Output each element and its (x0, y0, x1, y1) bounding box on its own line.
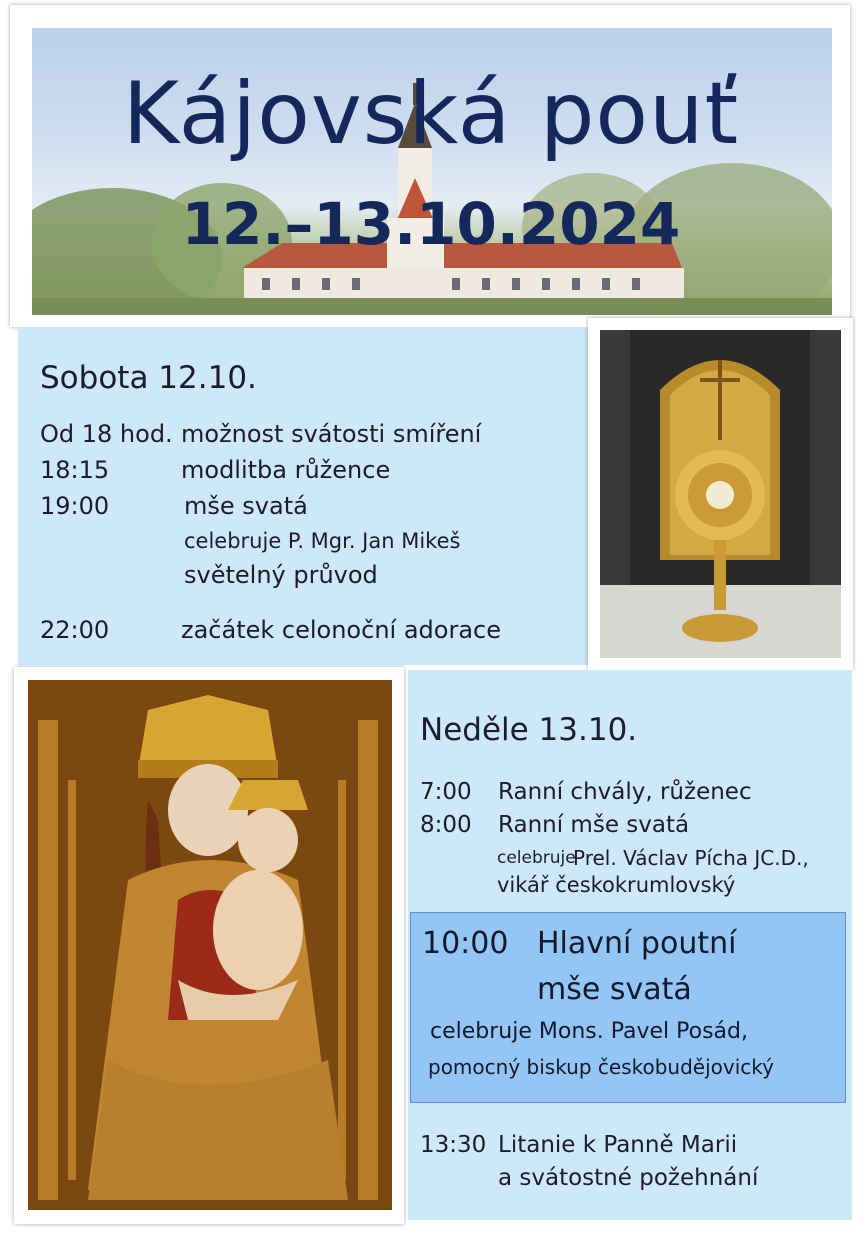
sat-procession: světelný průvod (184, 561, 378, 589)
sun-early-celebrant-title: vikář českokrumlovský (497, 873, 736, 897)
sat-row-text: začátek celonoční adorace (181, 616, 501, 644)
litany-line2: a svátostné požehnání (498, 1165, 759, 1191)
sat-row-time: 22:00 (40, 616, 110, 644)
sat-row-time: 18:15 (40, 456, 110, 484)
sun-early-celebrant-prefix: celebruje (497, 848, 576, 868)
saturday-heading: Sobota 12.10. (40, 360, 257, 396)
main-mass-line1: Hlavní poutní (537, 926, 737, 961)
litany-time: 13:30 (420, 1132, 487, 1158)
sun-row-text: Ranní chvály, růženec (498, 779, 752, 805)
sun-row-text: Ranní mše svatá (498, 812, 690, 838)
main-mass-line2: mše svatá (537, 972, 692, 1007)
sunday-heading: Neděle 13.10. (420, 712, 638, 748)
event-dates: 12.–13.10.2024 (181, 190, 681, 258)
sat-row-time: 19:00 (40, 492, 110, 520)
monstrance-photo (600, 330, 841, 658)
main-mass-time: 10:00 (422, 926, 509, 961)
main-mass-celebrant-title: pomocný biskup českobudějovický (428, 1055, 774, 1079)
sat-row-text: mše svatá (184, 492, 308, 520)
event-title: Kájovská pouť (122, 64, 740, 164)
main-mass-celebrant: celebruje Mons. Pavel Posád, (430, 1019, 748, 1044)
sat-row-time: Od 18 hod. (40, 420, 173, 448)
sat-row-text: modlitba růžence (181, 456, 391, 484)
madonna-photo (28, 680, 392, 1210)
litany-line1: Litanie k Panně Marii (498, 1132, 738, 1158)
sat-mass-celebrant: celebruje P. Mgr. Jan Mikeš (184, 529, 461, 553)
sat-row-text: možnost svátosti smíření (181, 420, 482, 448)
sun-row-time: 8:00 (420, 812, 472, 838)
sun-early-celebrant: Prel. Václav Pícha JC.D., (573, 846, 809, 870)
sun-row-time: 7:00 (420, 779, 472, 805)
